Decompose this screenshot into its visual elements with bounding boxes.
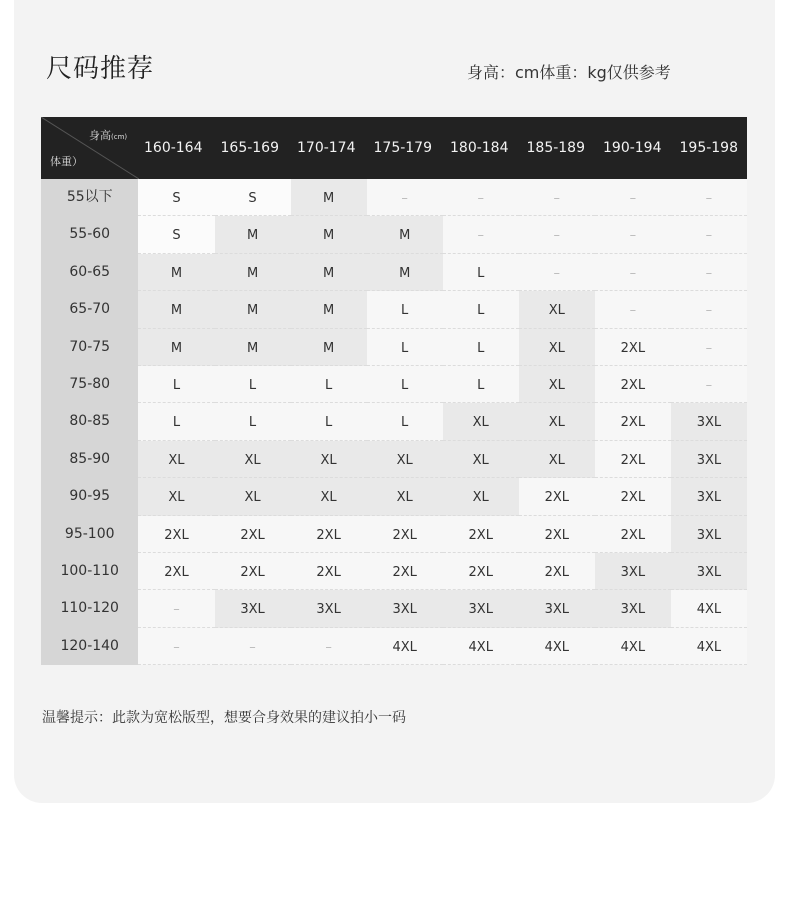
size-cell: 2XL [519, 553, 595, 590]
size-cell: – [443, 179, 519, 216]
table-row [41, 553, 747, 590]
size-cell: L [443, 254, 519, 291]
size-cell: 2XL [138, 516, 214, 553]
size-cell: 2XL [595, 329, 671, 366]
table-row [41, 366, 747, 403]
column-header: 170-174 [297, 140, 356, 156]
size-cell: M [291, 254, 367, 291]
column-header: 180-184 [450, 140, 509, 156]
table-row [41, 441, 747, 478]
table-row [41, 628, 747, 665]
size-cell: L [367, 291, 443, 328]
size-cell: M [138, 329, 214, 366]
size-cell: 2XL [291, 516, 367, 553]
column-header: 195-198 [679, 140, 738, 156]
size-cell: 2XL [367, 553, 443, 590]
size-cell: 2XL [595, 403, 671, 440]
size-cell: 2XL [595, 441, 671, 478]
size-cell: 3XL [215, 590, 291, 627]
column-header: 160-164 [144, 140, 203, 156]
size-cell: M [367, 216, 443, 253]
column-header: 190-194 [603, 140, 662, 156]
size-cell: XL [443, 441, 519, 478]
table-row [41, 478, 747, 515]
corner-cell [41, 117, 135, 179]
size-cell: XL [519, 291, 595, 328]
size-cell: 3XL [595, 553, 671, 590]
weight-label: 120-140 [41, 628, 138, 665]
size-cell: – [291, 628, 367, 665]
size-cell: 3XL [671, 478, 747, 515]
size-cell: XL [291, 441, 367, 478]
size-cell: 3XL [367, 590, 443, 627]
size-cell: M [138, 291, 214, 328]
unit-note: 身高：cm体重：kg仅供参考 [467, 63, 671, 82]
size-cell: – [595, 254, 671, 291]
size-cell: 2XL [215, 553, 291, 590]
size-cell: S [215, 179, 291, 216]
size-cell: L [367, 329, 443, 366]
size-cell: L [367, 403, 443, 440]
size-cell: 4XL [671, 628, 747, 665]
size-cell: XL [215, 478, 291, 515]
table-row [41, 179, 747, 216]
size-cell: XL [519, 329, 595, 366]
size-cell: S [138, 216, 214, 253]
size-cell: M [215, 291, 291, 328]
table-row [41, 329, 747, 366]
size-cell: M [291, 216, 367, 253]
size-cell: – [671, 179, 747, 216]
table-row [41, 254, 747, 291]
size-cell: M [291, 291, 367, 328]
size-cell: – [671, 291, 747, 328]
size-cell: XL [138, 441, 214, 478]
page-title: 尺码推荐 [46, 54, 155, 84]
column-header: 175-179 [373, 140, 432, 156]
size-cell: 2XL [367, 516, 443, 553]
size-cell: L [291, 366, 367, 403]
size-cell: M [291, 179, 367, 216]
size-cell: M [215, 216, 291, 253]
size-cell: XL [519, 366, 595, 403]
weight-label: 100-110 [41, 553, 138, 590]
size-cell: 3XL [671, 516, 747, 553]
tip-text: 温馨提示：此款为宽松版型，想要合身效果的建议拍小一码 [42, 710, 406, 726]
weight-label: 55-60 [41, 216, 138, 253]
size-cell: – [671, 329, 747, 366]
size-cell: XL [367, 441, 443, 478]
corner-height-label: 身高(cm) [89, 129, 128, 142]
size-cell: 4XL [519, 628, 595, 665]
table-row [41, 216, 747, 253]
size-cell: 3XL [671, 553, 747, 590]
size-cell: 4XL [443, 628, 519, 665]
size-cell: 3XL [671, 441, 747, 478]
size-cell: – [519, 254, 595, 291]
table-row [41, 590, 747, 627]
size-cell: – [443, 216, 519, 253]
size-cell: – [367, 179, 443, 216]
weight-label: 60-65 [41, 254, 138, 291]
size-cell: XL [215, 441, 291, 478]
size-cell: – [671, 366, 747, 403]
weight-label: 90-95 [41, 478, 138, 515]
size-cell: L [215, 403, 291, 440]
size-cell: – [138, 628, 214, 665]
size-cell: L [443, 366, 519, 403]
size-cell: XL [519, 441, 595, 478]
size-cell: – [595, 216, 671, 253]
size-cell: 2XL [215, 516, 291, 553]
size-cell: 2XL [291, 553, 367, 590]
size-cell: 3XL [595, 590, 671, 627]
size-cell: 3XL [671, 403, 747, 440]
size-cell: XL [443, 403, 519, 440]
size-cell: – [215, 628, 291, 665]
size-cell: – [519, 216, 595, 253]
size-cell: XL [138, 478, 214, 515]
size-cell: L [291, 403, 367, 440]
size-cell: M [215, 329, 291, 366]
size-cell: L [367, 366, 443, 403]
size-cell: M [138, 254, 214, 291]
table-row [41, 291, 747, 328]
size-cell: XL [367, 478, 443, 515]
size-cell: M [367, 254, 443, 291]
table-row [41, 516, 747, 553]
size-cell: 2XL [443, 553, 519, 590]
size-cell: – [519, 179, 595, 216]
table-body [41, 179, 747, 665]
size-cell: – [671, 254, 747, 291]
size-cell: – [595, 291, 671, 328]
size-cell: 4XL [367, 628, 443, 665]
size-cell: L [138, 403, 214, 440]
size-cell: – [595, 179, 671, 216]
size-cell: 4XL [595, 628, 671, 665]
size-cell: S [138, 179, 214, 216]
table-row [41, 403, 747, 440]
size-cell: XL [519, 403, 595, 440]
size-cell: 2XL [595, 366, 671, 403]
height-columns [135, 117, 747, 179]
weight-label: 70-75 [41, 329, 138, 366]
size-cell: – [138, 590, 214, 627]
size-cell: – [671, 216, 747, 253]
weight-label: 110-120 [41, 590, 138, 627]
size-cell: L [443, 329, 519, 366]
size-cell: 2XL [595, 478, 671, 515]
weight-label: 75-80 [41, 366, 138, 403]
size-cell: M [215, 254, 291, 291]
weight-label: 85-90 [41, 441, 138, 478]
size-cell: 2XL [595, 516, 671, 553]
size-cell: 4XL [671, 590, 747, 627]
size-cell: 3XL [443, 590, 519, 627]
size-cell: 2XL [443, 516, 519, 553]
size-cell: 3XL [291, 590, 367, 627]
column-header: 185-189 [526, 140, 585, 156]
size-cell: L [138, 366, 214, 403]
weight-label: 95-100 [41, 516, 138, 553]
size-cell: L [215, 366, 291, 403]
size-cell: L [443, 291, 519, 328]
size-cell: XL [291, 478, 367, 515]
weight-label: 55以下 [41, 179, 138, 216]
size-table [41, 117, 747, 665]
size-cell: 2XL [519, 516, 595, 553]
corner-weight-label: 体重） [50, 155, 83, 168]
size-cell: M [291, 329, 367, 366]
weight-label: 65-70 [41, 291, 138, 328]
size-cell: 2XL [138, 553, 214, 590]
size-cell: 2XL [519, 478, 595, 515]
table-header [41, 117, 747, 179]
size-cell: 3XL [519, 590, 595, 627]
weight-label: 80-85 [41, 403, 138, 440]
size-cell: XL [443, 478, 519, 515]
column-header: 165-169 [220, 140, 279, 156]
